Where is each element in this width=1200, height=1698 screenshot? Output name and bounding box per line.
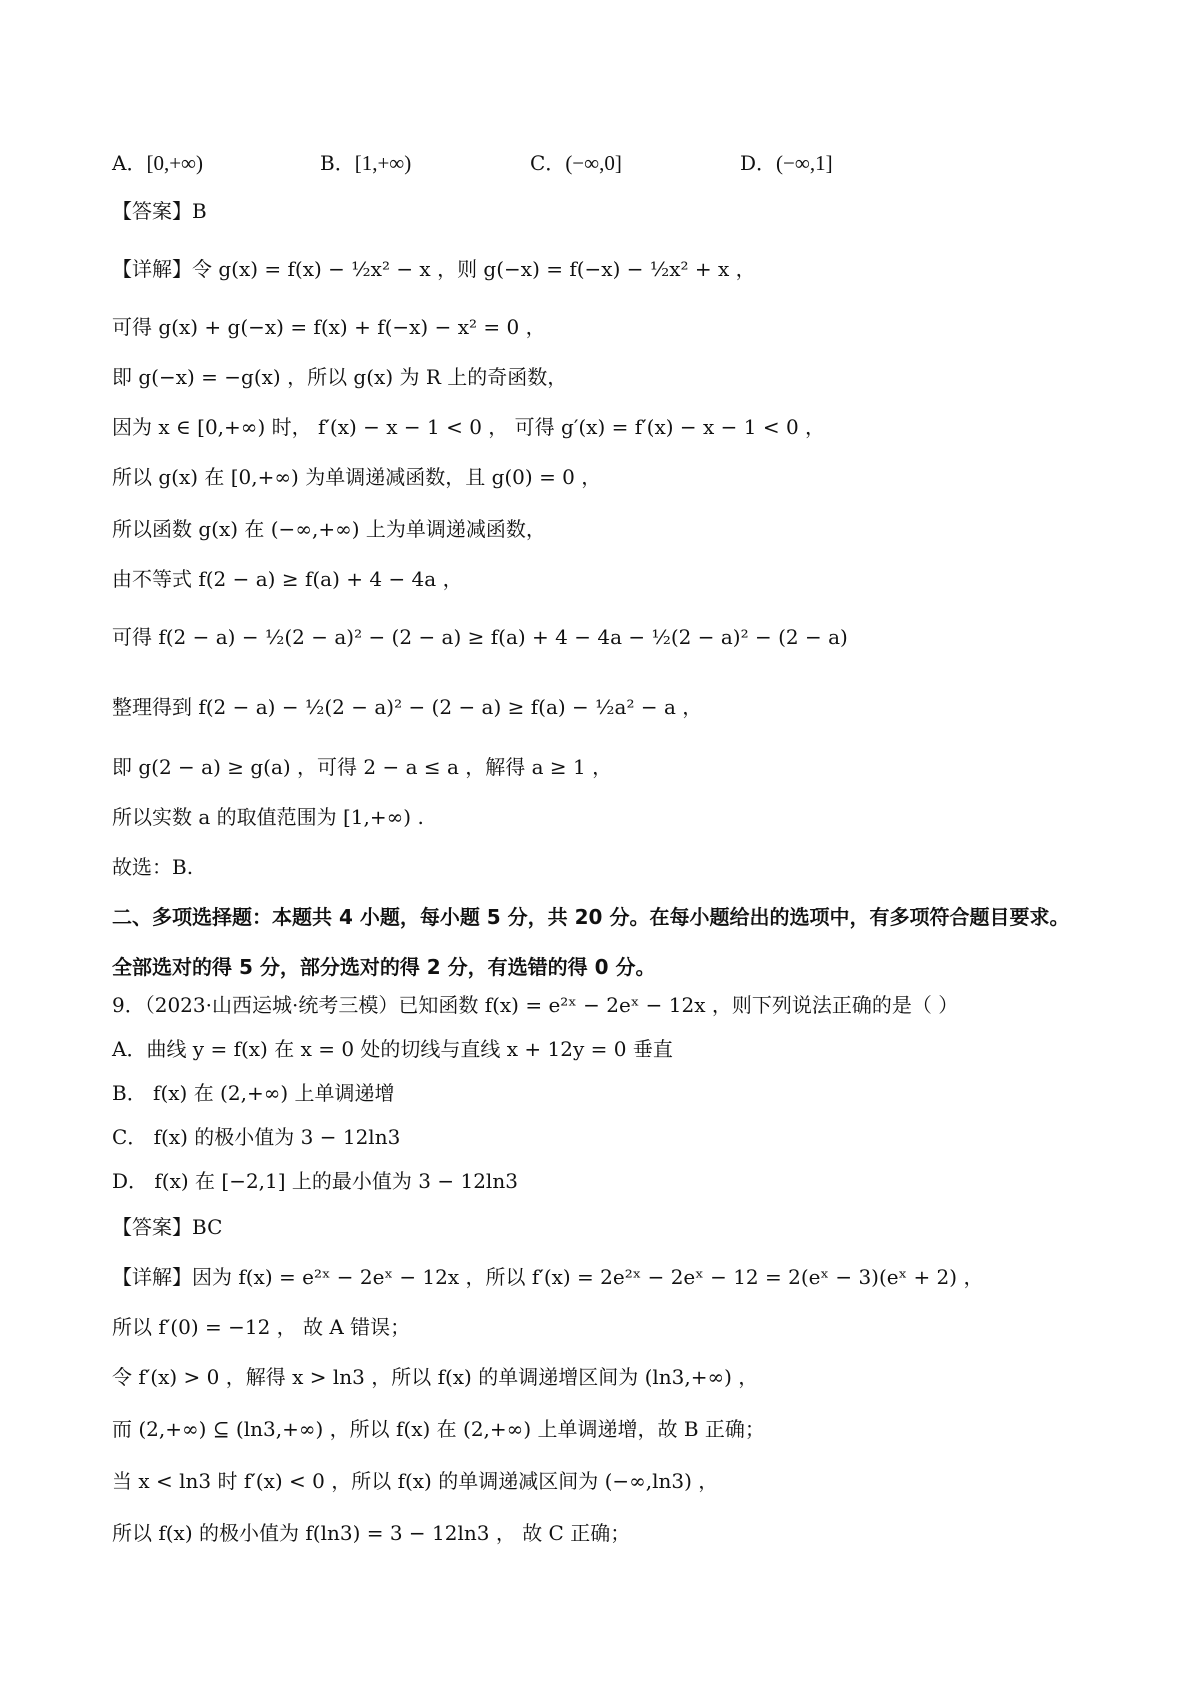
- option-c: C．(−∞,0]: [530, 151, 622, 175]
- q9-option-d: D． f(x) 在 [−2,1] 上的最小值为 3 − 12ln3: [112, 1169, 518, 1193]
- q8-solution-line: 所以 g(x) 在 [0,+∞) 为单调递减函数，且 g(0) = 0 ，: [112, 465, 602, 489]
- q9-solution-line: 当 x < ln3 时 f′(x) < 0 ，所以 f(x) 的单调递减区间为 (−∞,ln3) ，: [112, 1469, 719, 1493]
- q9-stem: 9．（2023·山西运城·统考三模）已知函数 f(x) = e²ˣ − 2eˣ − 12x ，则下列说法正确的是（ ）: [112, 993, 959, 1017]
- q8-solution-line: 即 g(2 − a) ≥ g(a) ，可得 2 − a ≤ a ，解得 a ≥ 1 ，: [112, 755, 613, 779]
- q9-solution-line: 所以 f′(0) = −12 ， 故 A 错误；: [112, 1315, 411, 1339]
- q8-solution-line: 因为 x ∈ [0,+∞) 时， f′(x) − x − 1 < 0 ， 可得 g′(x) = f′(x) − x − 1 < 0 ，: [112, 415, 826, 439]
- q8-solution-line: 【详解】令 g(x) = f(x) − ½x² − x ，则 g(−x) = f(−x) − ½x² + x ，: [112, 257, 756, 281]
- q8-solution-line: 可得 f(2 − a) − ½(2 − a)² − (2 − a) ≥ f(a) + 4 − 4a − ½(2 − a)² − (2 − a): [112, 625, 848, 649]
- q8-solution-line: 所以函数 g(x) 在 (−∞,+∞) 上为单调递减函数，: [112, 517, 546, 541]
- q9-solution-line: 所以 f(x) 的极小值为 f(ln3) = 3 − 12ln3 ， 故 C 正确；: [112, 1521, 631, 1545]
- option-b: B．[1,+∞): [320, 151, 412, 175]
- q8-solution-line: 可得 g(x) + g(−x) = f(x) + f(−x) − x² = 0 ，: [112, 315, 546, 339]
- section-heading-cont: 全部选对的得 5 分，部分选对的得 2 分，有选错的得 0 分。: [112, 955, 656, 979]
- q8-solution-line: 整理得到 f(2 − a) − ½(2 − a)² − (2 − a) ≥ f(a) − ½a² − a ，: [112, 695, 703, 719]
- option-a: A．[0,+∞): [112, 151, 204, 175]
- q9-solution-line: 令 f′(x) > 0 ，解得 x > ln3 ，所以 f(x) 的单调递增区间为 (ln3,+∞) ，: [112, 1365, 759, 1389]
- q8-answer: 【答案】B: [112, 199, 207, 223]
- q8-solution-line: 即 g(−x) = −g(x) ，所以 g(x) 为 R 上的奇函数，: [112, 365, 568, 389]
- q8-final-choice: 故选：B.: [112, 855, 194, 879]
- q9-option-c: C． f(x) 的极小值为 3 − 12ln3: [112, 1125, 401, 1149]
- q9-option-a: A．曲线 y = f(x) 在 x = 0 处的切线与直线 x + 12y = 0 垂直: [112, 1037, 673, 1061]
- q9-solution-line: 【详解】因为 f(x) = e²ˣ − 2eˣ − 12x ，所以 f′(x) = 2e²ˣ − 2eˣ − 12 = 2(eˣ − 3)(eˣ + 2) ，: [112, 1265, 984, 1289]
- q9-answer: 【答案】BC: [112, 1215, 223, 1239]
- q9-option-b: B． f(x) 在 (2,+∞) 上单调递增: [112, 1081, 395, 1105]
- q8-solution-line: 所以实数 a 的取值范围为 [1,+∞) .: [112, 805, 424, 829]
- q9-solution-line: 而 (2,+∞) ⊆ (ln3,+∞) ，所以 f(x) 在 (2,+∞) 上单调递增，故 B 正确；: [112, 1417, 765, 1441]
- q8-solution-line: 由不等式 f(2 − a) ≥ f(a) + 4 − 4a ，: [112, 567, 463, 591]
- section-heading: 二、多项选择题：本题共 4 小题，每小题 5 分，共 20 分。在每小题给出的选项中，有多项符合题目要求。: [112, 905, 1070, 929]
- option-d: D．(−∞,1]: [740, 151, 833, 175]
